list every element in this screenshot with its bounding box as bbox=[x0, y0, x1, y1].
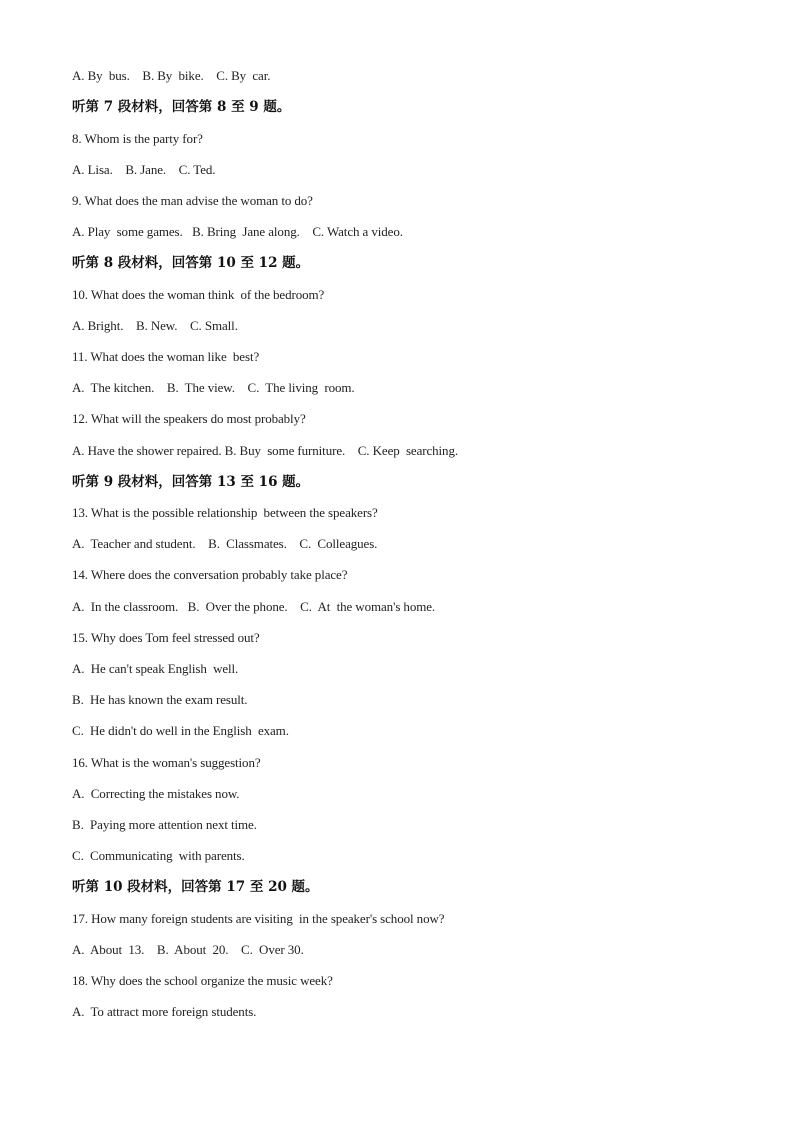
answer-option-q15-c: C. He didn't do well in the English exam. bbox=[72, 723, 289, 738]
answer-options-q13: A. Teacher and student. B. Classmates. C. Colleagues. bbox=[72, 536, 378, 551]
question-13: 13. What is the possible relationship between the speakers? bbox=[72, 505, 378, 520]
answer-options-q8: A. Lisa. B. Jane. C. Ted. bbox=[72, 162, 216, 177]
question-17: 17. How many foreign students are visiting in the speaker's school now? bbox=[72, 911, 445, 926]
answer-option-q15-a: A. He can't speak English well. bbox=[72, 661, 239, 676]
answer-options-q7: A. By bus. B. By bike. C. By car. bbox=[72, 68, 271, 83]
answer-option-q16-c: C. Communicating with parents. bbox=[72, 848, 245, 863]
question-15: 15. Why does Tom feel stressed out? bbox=[72, 630, 260, 645]
answer-option-q16-a: A. Correcting the mistakes now. bbox=[72, 786, 240, 801]
question-12: 12. What will the speakers do most probably? bbox=[72, 411, 306, 426]
question-14: 14. Where does the conversation probably take place? bbox=[72, 567, 348, 582]
question-8: 8. Whom is the party for? bbox=[72, 131, 203, 146]
answer-options-q14: A. In the classroom. B. Over the phone. C. At the woman's home. bbox=[72, 599, 436, 614]
section-heading-9: 听第 9 段材料，回答第 13 至 16 题。 bbox=[72, 474, 310, 490]
answer-option-q18-a: A. To attract more foreign students. bbox=[72, 1004, 257, 1019]
answer-options-q9: A. Play some games. B. Bring Jane along. C. Watch a video. bbox=[72, 224, 403, 239]
answer-options-q17: A. About 13. B. About 20. C. Over 30. bbox=[72, 942, 304, 957]
question-16: 16. What is the woman's suggestion? bbox=[72, 755, 261, 770]
question-9: 9. What does the man advise the woman to do? bbox=[72, 193, 313, 208]
answer-option-q15-b: B. He has known the exam result. bbox=[72, 692, 248, 707]
answer-option-q16-b: B. Paying more attention next time. bbox=[72, 817, 257, 832]
answer-options-q11: A. The kitchen. B. The view. C. The living room. bbox=[72, 380, 355, 395]
section-heading-8: 听第 8 段材料，回答第 10 至 12 题。 bbox=[72, 255, 310, 271]
section-heading-7: 听第 7 段材料，回答第 8 至 9 题。 bbox=[72, 99, 291, 115]
question-11: 11. What does the woman like best? bbox=[72, 349, 260, 364]
question-10: 10. What does the woman think of the bedroom? bbox=[72, 287, 325, 302]
answer-options-q12: A. Have the shower repaired. B. Buy some furniture. C. Keep searching. bbox=[72, 443, 458, 458]
question-18: 18. Why does the school organize the music week? bbox=[72, 973, 333, 988]
answer-options-q10: A. Bright. B. New. C. Small. bbox=[72, 318, 238, 333]
section-heading-10: 听第 10 段材料，回答第 17 至 20 题。 bbox=[72, 879, 319, 895]
